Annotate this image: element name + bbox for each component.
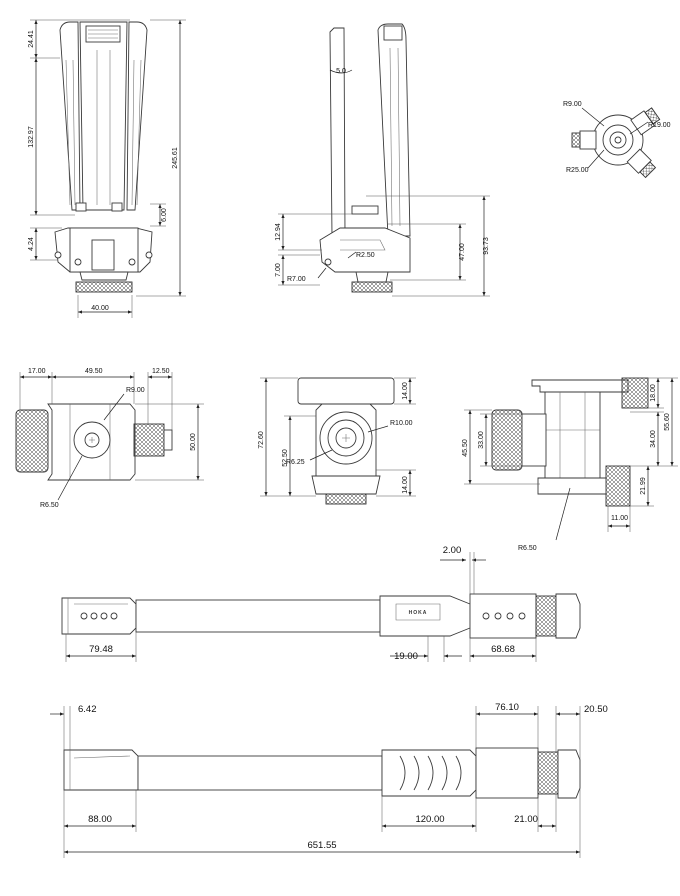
pole-b-dim-tail: 21.00 (514, 814, 538, 825)
mount-a-dim-w3: 12.50 (152, 368, 170, 375)
mount-a-body (48, 404, 135, 480)
side-dim-h2: 7.00 (275, 263, 282, 277)
side-view (275, 24, 490, 296)
mount-c-body (545, 392, 600, 478)
front-leg-left (60, 22, 80, 210)
side-dim-h4: 93.73 (483, 237, 490, 255)
pole-a-view (62, 545, 580, 662)
pole-b-dim-right-mid: 76.10 (495, 702, 519, 713)
mount-c-knob-left (492, 410, 522, 470)
top-dim-r1: R9.00 (563, 101, 582, 108)
front-dim-lower: 4.24 (28, 237, 35, 251)
pole-b-view (50, 702, 608, 858)
pole-a-dim-right: 68.68 (491, 644, 515, 655)
side-leg-right (378, 24, 410, 236)
pole-b-dim-total: 651.55 (307, 840, 337, 851)
side-bottom-knob (352, 282, 392, 292)
mount-b-knob (326, 494, 366, 504)
mount-a-dim-h: 50.00 (190, 433, 197, 451)
mount-c-dim-w: 11.00 (611, 515, 628, 522)
mount-b-dim-r2: R6.25 (286, 459, 305, 466)
mount-c-dim-h4: 34.00 (650, 430, 657, 448)
mount-c-dim-h5: 55.60 (664, 413, 671, 431)
mount-c-knob-bottom (606, 466, 630, 506)
pole-a-dim-gap: 2.00 (442, 545, 462, 556)
mount-b-dim-total: 72.60 (258, 431, 265, 449)
mount-c-dim-r: R6.50 (518, 545, 537, 552)
front-dim-right-small: 6.00 (161, 208, 168, 222)
mount-b-dim-bottom: 14.00 (402, 476, 409, 494)
pole-a-logo: HOKA (408, 610, 428, 616)
top-view (563, 101, 671, 179)
pole-a-tube (136, 600, 380, 632)
mount-c-dim-h3: 18.00 (650, 384, 657, 402)
side-dim-r2: R7.00 (287, 276, 306, 283)
mount-c-dim-h2: 33.00 (478, 431, 485, 449)
pole-b-tube (138, 756, 382, 790)
mount-a-dim-w1: 17.00 (28, 368, 46, 375)
mount-a-dim-w2: 49.50 (85, 368, 103, 375)
side-dim-angle: 5.0 (336, 68, 346, 75)
side-dim-r1: R2.50 (356, 252, 375, 259)
mount-b-dim-top: 14.00 (402, 382, 409, 400)
mount-c-knob-top (622, 378, 648, 408)
front-dim-width: 40.00 (91, 305, 109, 312)
pole-a-cap (556, 594, 580, 638)
front-body (80, 22, 127, 210)
front-knob-left (76, 203, 86, 211)
side-dim-h1: 12.94 (275, 223, 282, 241)
top-dim-r2: R19.00 (648, 122, 671, 129)
mount-a-view (16, 368, 204, 509)
pole-b-cap (558, 750, 580, 798)
side-leg-left (330, 28, 345, 236)
pole-a-end-left (62, 598, 136, 634)
pole-a-grip (380, 596, 470, 636)
pole-a-clamp (470, 594, 536, 638)
pole-b-clamp (476, 748, 538, 798)
front-view (28, 20, 186, 318)
mount-b-plate (298, 378, 394, 404)
front-bottom-knob (76, 282, 132, 292)
top-dim-r3: R25.00 (566, 167, 589, 174)
mount-b-dim-inner: 52.50 (282, 449, 289, 467)
front-dim-total: 245.61 (172, 147, 179, 169)
mount-c-rail (532, 380, 628, 392)
mount-c-dim-h1: 45.50 (462, 439, 469, 457)
front-dim-top: 24.41 (28, 30, 35, 48)
side-dim-h3: 47.00 (459, 243, 466, 261)
pole-b-ring (538, 752, 558, 794)
mount-b-view (258, 378, 416, 504)
mount-b-dim-r1: R10.00 (390, 420, 413, 427)
pole-a-dim-left: 79.48 (89, 644, 113, 655)
mount-a-knob-right (134, 424, 164, 456)
side-knob (352, 206, 378, 214)
mount-a-dim-r2: R6.50 (40, 502, 59, 509)
pole-b-dim-right-small: 20.50 (584, 704, 608, 715)
mount-a-dim-r1: R9.00 (126, 387, 145, 394)
pole-b-dim-left-small: 6.42 (78, 704, 97, 715)
front-leg-right (127, 22, 147, 210)
mount-c-dim-h6: 21.99 (640, 477, 647, 495)
mount-a-knob-left (16, 410, 48, 472)
pole-b-dim-left: 88.00 (88, 814, 112, 825)
pole-b-dim-grip: 120.00 (415, 814, 445, 825)
pole-a-ring (536, 596, 556, 636)
front-dim-mid: 132.97 (28, 126, 35, 148)
mount-c-view (462, 378, 678, 552)
front-knob-right (112, 203, 122, 211)
pole-a-dim-grip: 19.00 (394, 651, 418, 662)
